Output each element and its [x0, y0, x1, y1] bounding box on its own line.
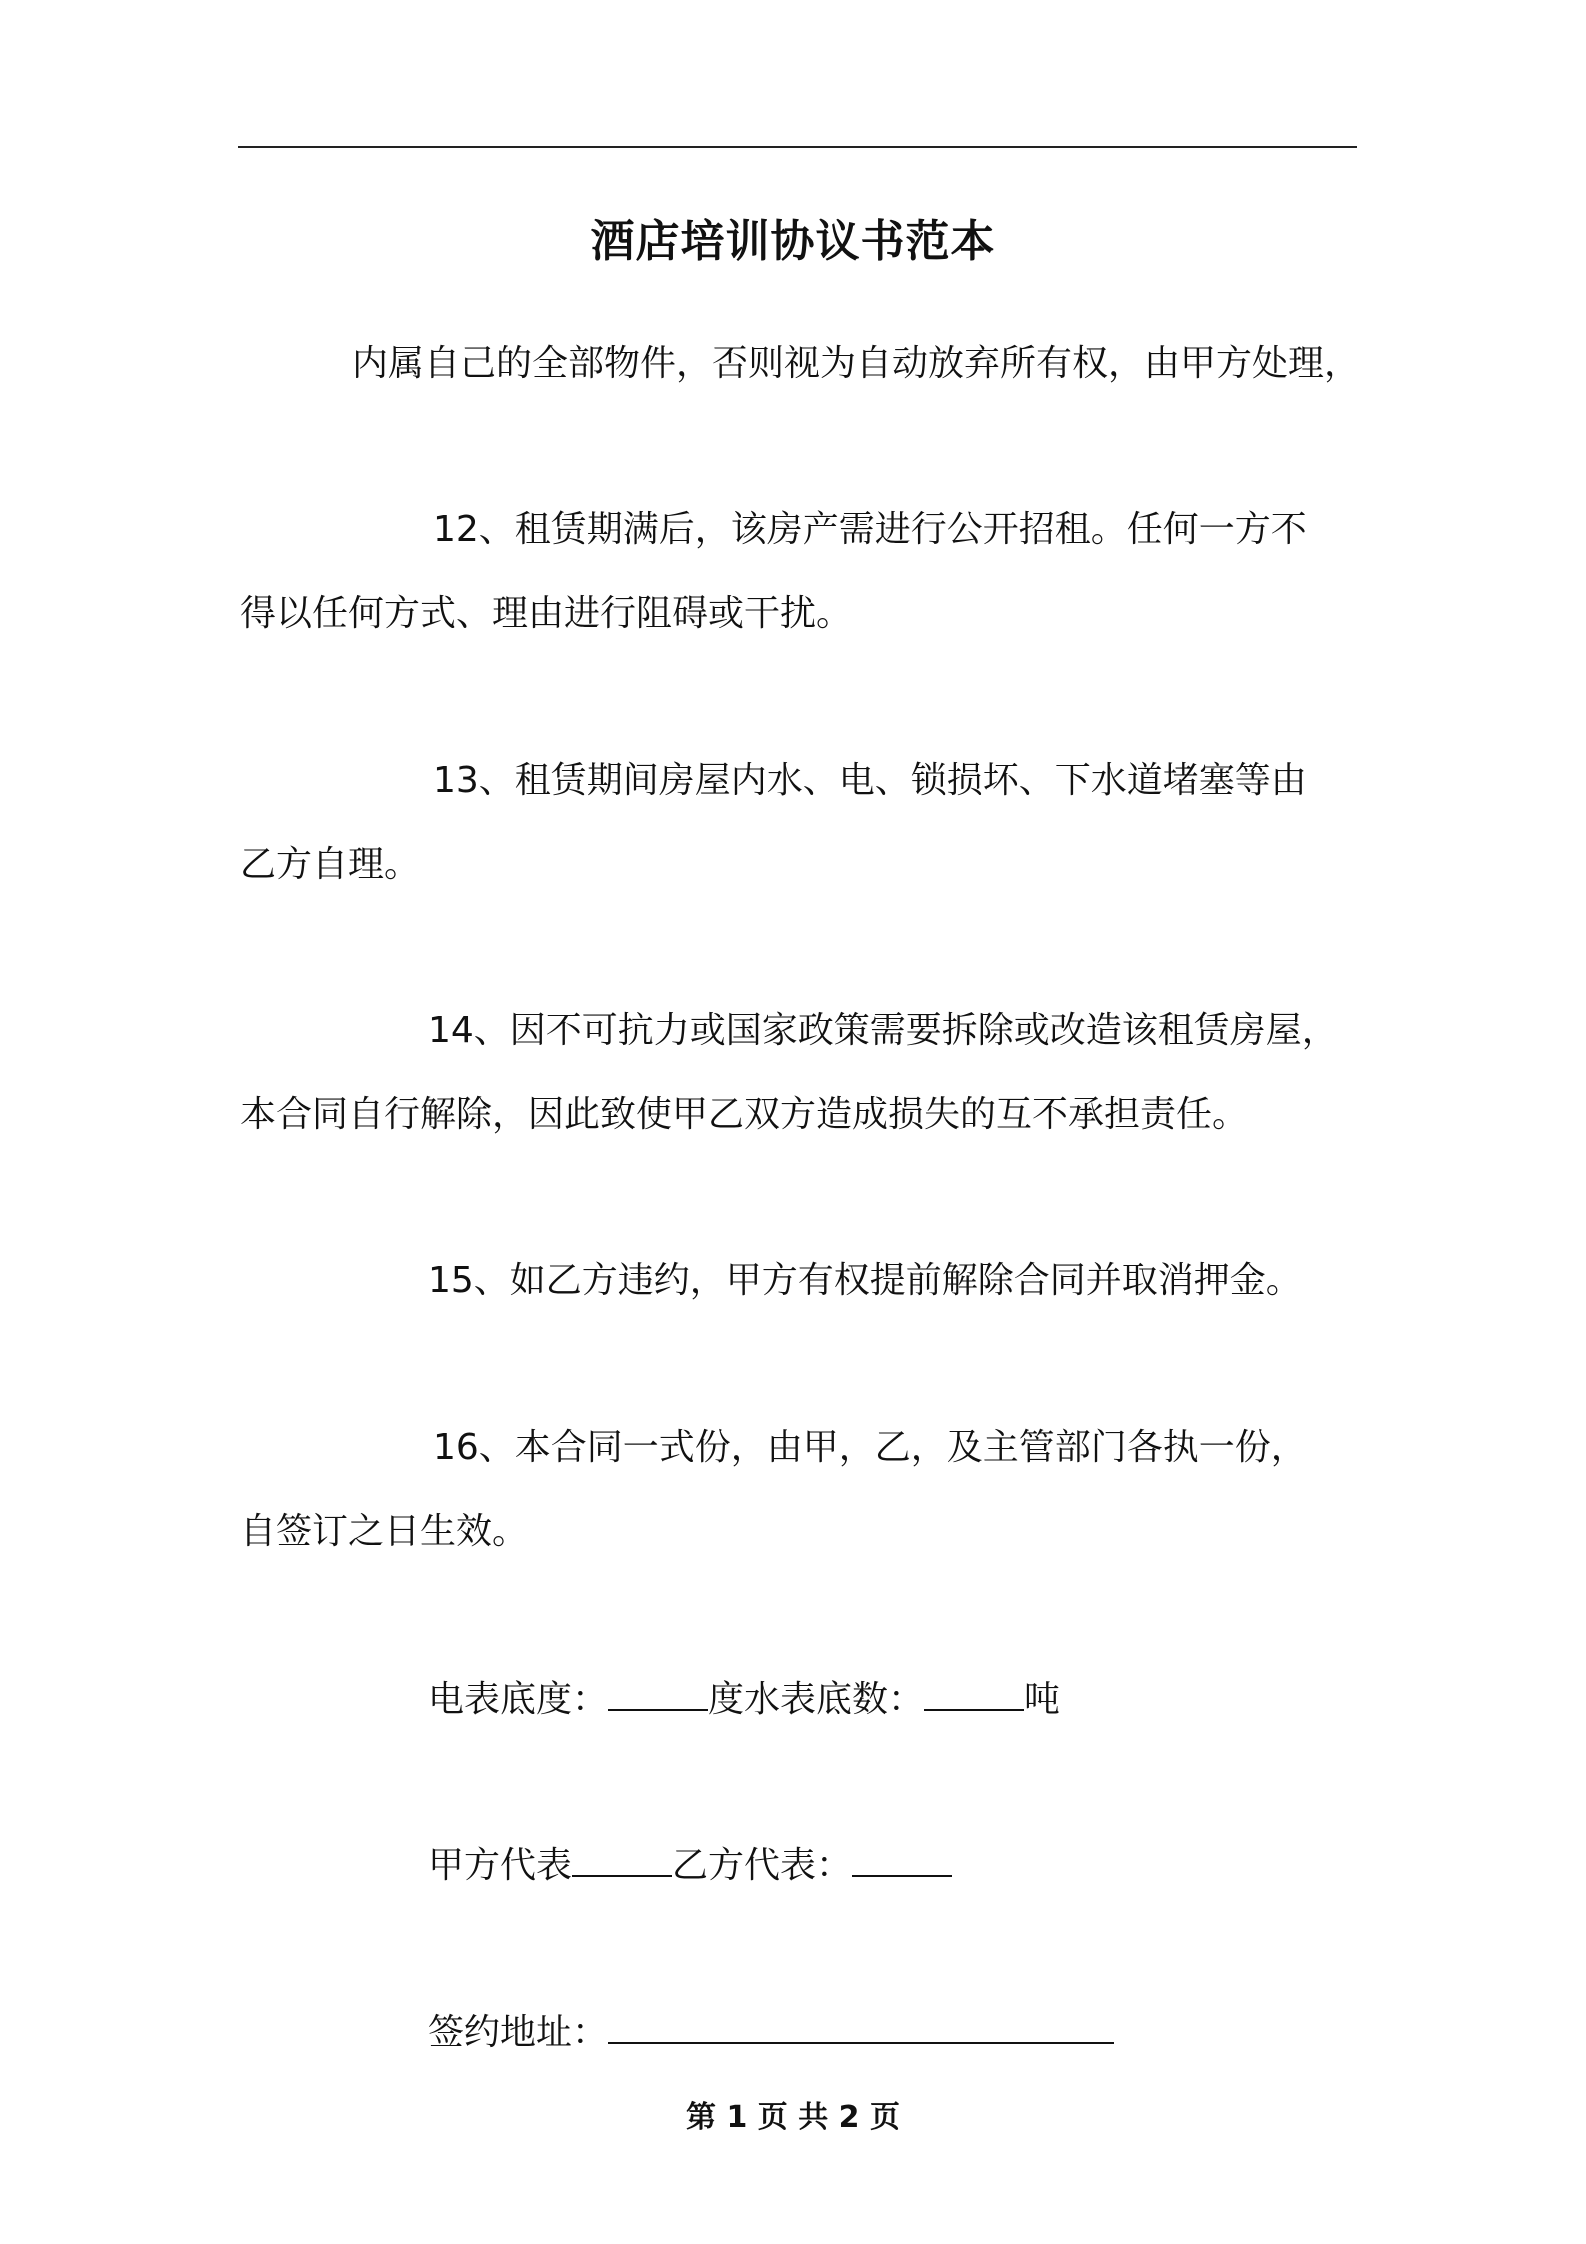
address-label: 签约地址： — [428, 2012, 609, 2053]
party-b-blank[interactable] — [852, 1841, 952, 1877]
electricity-reading-blank[interactable] — [608, 1675, 708, 1711]
meter-label: 电表底度： — [428, 1679, 609, 1720]
party-b-label: 乙方代表： — [672, 1845, 853, 1886]
clause-14-line-2: 本合同自行解除，因此致使甲乙双方造成损失的互不承担责任。 — [240, 1094, 1249, 1135]
water-reading-blank[interactable] — [924, 1675, 1024, 1711]
water-unit: 吨 — [1024, 1679, 1061, 1720]
address-line — [428, 2008, 1114, 2057]
address-blank[interactable] — [608, 2008, 1114, 2044]
clause-16-line-2: 自签订之日生效。 — [240, 1511, 529, 1552]
paragraph-line: 内属自己的全部物件，否则视为自动放弃所有权，由甲方处理， — [352, 343, 1361, 384]
party-a-label: 甲方代表 — [428, 1845, 573, 1886]
representatives-line — [428, 1841, 952, 1890]
clause-13-line-2: 乙方自理。 — [240, 844, 421, 885]
water-meter-label: 度水表底数： — [708, 1679, 925, 1720]
clause-14-line-1: 14、因不可抗力或国家政策需要拆除或改造该租赁房屋， — [428, 1010, 1338, 1051]
clause-12-line-1: 12、租赁期满后，该房产需进行公开招租。任何一方不 — [433, 509, 1307, 550]
clause-12-line-2: 得以任何方式、理由进行阻碍或干扰。 — [240, 593, 853, 634]
document-title: 酒店培训协议书范本 — [590, 216, 996, 267]
page-number-footer: 第 1 页 共 2 页 — [686, 2100, 900, 2135]
clause-13-line-1: 13、租赁期间房屋内水、电、锁损坏、下水道堵塞等由 — [433, 760, 1307, 801]
meter-reading-line — [428, 1675, 1060, 1724]
clause-15-line: 15、如乙方违约，甲方有权提前解除合同并取消押金。 — [428, 1260, 1302, 1301]
party-a-blank[interactable] — [572, 1841, 672, 1877]
header-rule — [238, 146, 1357, 148]
clause-16-line-1: 16、本合同一式份，由甲，乙，及主管部门各执一份， — [433, 1427, 1307, 1468]
